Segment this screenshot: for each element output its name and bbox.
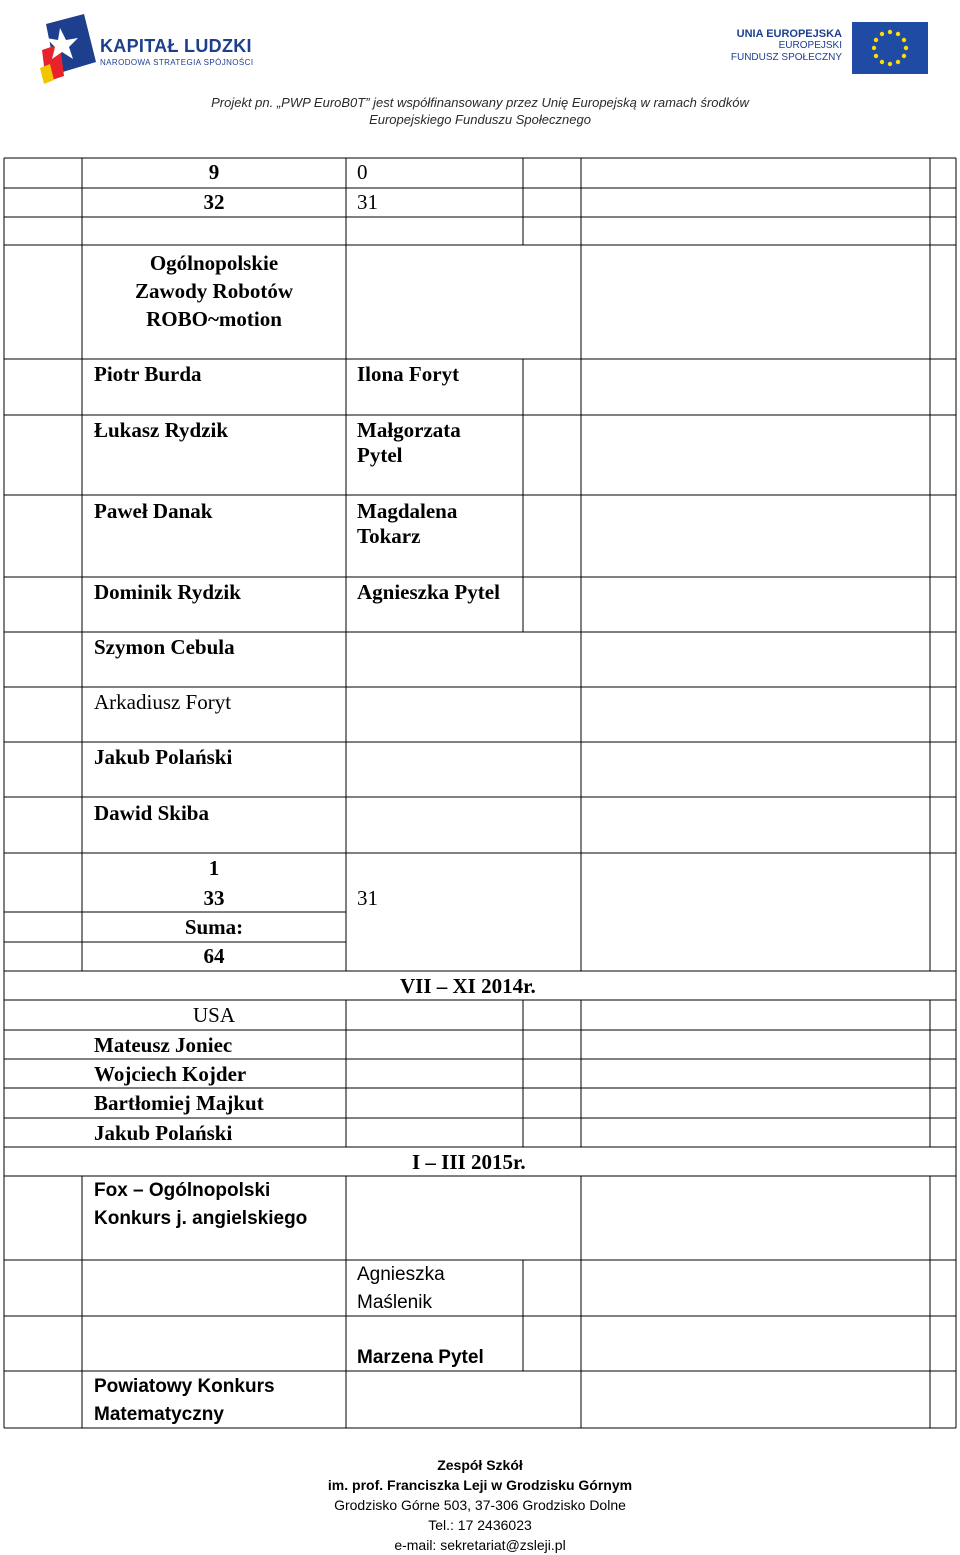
competition-robo-line-3: ROBO~motion — [146, 307, 282, 331]
competition-math-line-1: Powiatowy Konkurs — [94, 1376, 275, 1397]
period-2014: VII – XI 2014r. — [400, 974, 536, 998]
period-2015: I – III 2015r. — [412, 1150, 526, 1174]
student-name: Paweł Danak — [94, 499, 213, 523]
row1-value-b: 0 — [357, 160, 368, 184]
program-title: KAPITAŁ LUDZKI — [100, 36, 252, 56]
competition-math — [94, 1373, 275, 1429]
competition-robo-line-1: Ogólnopolskie — [149, 251, 279, 275]
usa-student: Jakub Polański — [94, 1121, 233, 1145]
student-name: Szymon Cebula — [94, 635, 235, 659]
suma-value: 64 — [203, 944, 225, 968]
competition-math-line-2: Matematyczny — [94, 1404, 224, 1425]
teacher-name: Tokarz — [357, 524, 421, 548]
student-name: Łukasz Rydzik — [94, 418, 229, 442]
student-name: Dominik Rydzik — [94, 580, 241, 604]
usa-student: Wojciech Kojder — [94, 1062, 247, 1086]
competition-robo-line-2: Zawody Robotów — [134, 279, 294, 303]
student-name: Piotr Burda — [94, 362, 202, 386]
footer-school: Zespół Szkół — [437, 1457, 523, 1473]
competition-fox-line-2: Konkurs j. angielskiego — [94, 1208, 308, 1229]
row2-value-b: 31 — [357, 190, 378, 214]
teacher-name: Małgorzata — [357, 418, 461, 442]
competition-robo-motion — [82, 249, 346, 333]
usa-student: Mateusz Joniec — [94, 1033, 233, 1057]
footer-patron: im. prof. Franciszka Leji w Grodzisku Górnym — [327, 1477, 633, 1493]
suma-label: Suma: — [184, 915, 244, 939]
country-label: USA — [192, 1003, 235, 1027]
student-name: Arkadiusz Foryt — [94, 690, 232, 714]
teacher-math: Marzena Pytel — [357, 1347, 484, 1368]
sum-value-1: 1 — [208, 856, 220, 880]
sum-value-2: 33 — [203, 886, 225, 910]
competition-fox — [94, 1177, 307, 1233]
teacher-fox — [357, 1261, 445, 1317]
teacher-name: Pytel — [357, 443, 403, 467]
student-name: Dawid Skiba — [94, 801, 209, 825]
footer-address: Grodzisko Górne 503, 37-306 Grodzisko Dolne — [334, 1497, 626, 1513]
usa-student: Bartłomiej Majkut — [94, 1091, 264, 1115]
sum-value-2b: 31 — [357, 886, 378, 910]
eu-line-2: EUROPEJSKI — [778, 40, 842, 51]
program-subtitle: NARODOWA STRATEGIA SPÓJNOŚCI — [100, 58, 254, 67]
project-note-line-2: Europejskiego Funduszu Społecznego — [369, 112, 591, 127]
teacher-name: Magdalena — [357, 499, 458, 523]
footer-phone: Tel.: 17 2436023 — [428, 1517, 532, 1533]
teacher-fox-line-1: Agnieszka — [357, 1264, 445, 1285]
teacher-name: Ilona Foryt — [357, 362, 460, 386]
student-name: Jakub Polański — [94, 745, 233, 769]
eu-line-3: FUNDUSZ SPOŁECZNY — [730, 52, 842, 63]
competition-fox-line-1: Fox – Ogólnopolski — [94, 1180, 271, 1201]
row1-value-a: 9 — [208, 160, 220, 184]
teacher-name: Agnieszka Pytel — [357, 580, 500, 604]
page-footer — [0, 1455, 960, 1555]
project-note-line-1: Projekt pn. „PWP EuroB0T” jest współfinansowany przez Unię Europejską w ramach środków — [211, 95, 749, 110]
eu-line-1: UNIA EUROPEJSKA — [736, 28, 842, 40]
row2-value-a: 32 — [203, 190, 225, 214]
footer-email: e-mail: sekretariat@zsleji.pl — [394, 1537, 566, 1553]
teacher-fox-line-2: Maślenik — [357, 1292, 432, 1313]
